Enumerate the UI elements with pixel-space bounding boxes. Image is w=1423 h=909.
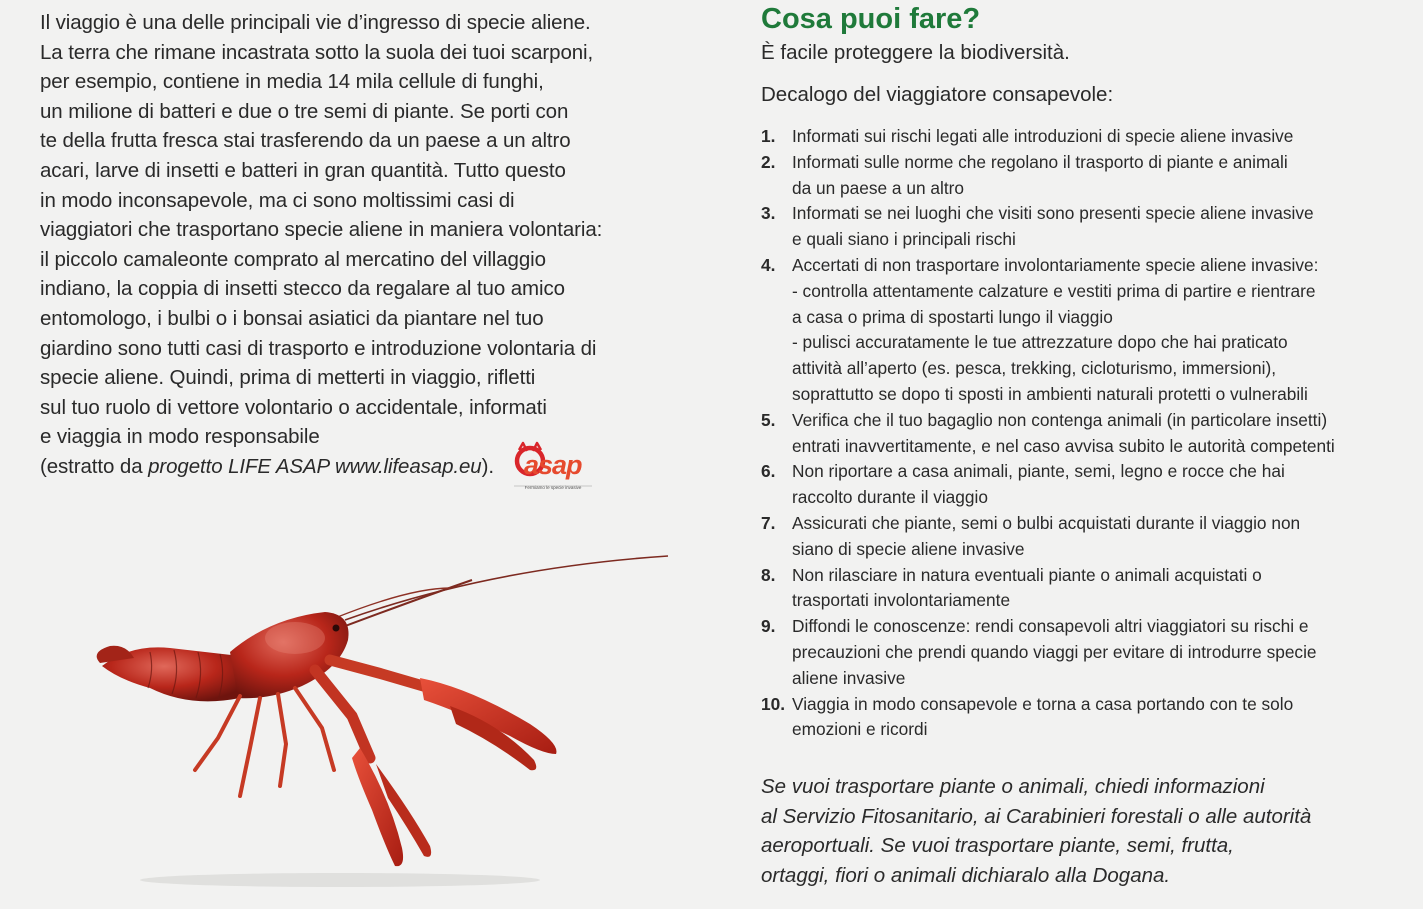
paragraph-line: indiano, la coppia di insetti stecco da regalare al tuo amico <box>40 277 565 301</box>
logo-tagline: Fermiamo le specie invasive <box>524 485 582 490</box>
item-text: Verifica che il tuo bagaglio non contenga animali (in particolare insetti) <box>792 409 1328 430</box>
section-subheading: È facile proteggere la biodiversità. <box>761 41 1070 64</box>
paragraph-line: te della frutta fresca stai trasferendo da un paese a un altro <box>40 129 571 153</box>
item-text: Informati sulle norme che regolano il trasporto di piante e animali <box>792 151 1288 172</box>
paragraph-line: giardino sono tutti casi di trasporto e introduzione volontaria di <box>40 336 597 360</box>
item-text: da un paese a un altro <box>792 177 964 198</box>
item-text: - controlla attentamente calzature e vestiti prima di partire e rientrare <box>792 280 1316 301</box>
asap-logo <box>510 440 596 494</box>
item-text: - pulisci accuratamente le tue attrezzature dopo che hai praticato <box>792 332 1288 353</box>
list-item <box>761 253 1411 408</box>
item-text: trasportati involontariamente <box>792 590 1011 611</box>
closing-line: al Servizio Fitosanitario, ai Carabinieri forestali o alle autorità <box>761 804 1312 828</box>
intro-paragraph <box>40 8 680 482</box>
item-text: Diffondi le conoscenze: rendi consapevoli altri viaggiatori su rischi e <box>792 616 1309 637</box>
item-text: emozioni e ricordi <box>792 719 928 740</box>
item-text: attività all’aperto (es. pesca, trekking, cicloturismo, immersioni), <box>792 358 1277 379</box>
paragraph-line: entomologo, i bulbi o i bonsai asiatici da piantare nel tuo <box>40 306 544 330</box>
item-text: a casa o prima di spostarti lungo il viaggio <box>792 306 1113 327</box>
item-text: raccolto durante il viaggio <box>792 487 988 508</box>
paragraph-line: specie aliene. Quindi, prima di metterti in viaggio, rifletti <box>40 366 536 390</box>
paragraph-line: e viaggia in modo responsabile <box>40 425 320 449</box>
item-text: e quali siano i principali rischi <box>792 229 1016 250</box>
paragraph-line: il piccolo camaleonte comprato al mercatino del villaggio <box>40 247 546 271</box>
list-item <box>761 563 1411 615</box>
list-item <box>761 692 1411 744</box>
list-item <box>761 150 1411 202</box>
item-number: 7. <box>761 512 776 533</box>
item-number: 3. <box>761 203 776 224</box>
paragraph-line: acari, larve di insetti e batteri in gran quantità. Tutto questo <box>40 158 566 182</box>
item-text: precauzioni che prendi quando viaggi per evitare di introdurre specie <box>792 641 1317 662</box>
paragraph-line: un milione di batteri e due o tre semi di piante. Se porti con <box>40 99 569 123</box>
list-item <box>761 511 1411 563</box>
section-heading: Cosa puoi fare? <box>761 3 981 35</box>
credit-source: progetto LIFE ASAP www.lifeasap.eu <box>148 454 482 478</box>
item-text: entrati inavvertitamente, e nel caso avvisa subito le autorità competenti <box>792 435 1335 456</box>
closing-note <box>761 772 1311 891</box>
decalogue-list <box>761 124 1411 743</box>
paragraph-line: in modo inconsapevole, ma ci sono moltissimi casi di <box>40 188 515 212</box>
list-item <box>761 124 1411 150</box>
tips-column <box>761 0 1411 743</box>
item-number: 5. <box>761 409 776 430</box>
item-number: 1. <box>761 126 776 146</box>
crayfish-illustration <box>90 548 675 893</box>
paragraph-line: La terra che rimane incastrata sotto la suola dei tuoi scarponi, <box>40 40 594 64</box>
list-item <box>761 201 1411 253</box>
paragraph-line: Il viaggio è una delle principali vie d’ingresso di specie aliene. <box>40 11 591 34</box>
list-title: Decalogo del viaggiatore consapevole: <box>761 83 1114 106</box>
list-item <box>761 459 1411 511</box>
credit-suffix: ). <box>481 454 494 478</box>
list-item <box>761 408 1411 460</box>
list-item <box>761 614 1411 691</box>
closing-line: ortaggi, fiori o animali dichiaralo alla Dogana. <box>761 864 1171 888</box>
closing-line: aeroportuali. Se vuoi trasportare piante, semi, frutta, <box>761 834 1234 858</box>
item-text: Viaggia in modo consapevole e torna a casa portando con te solo <box>792 693 1294 714</box>
item-text: aliene invasive <box>792 667 906 688</box>
item-text: Informati se nei luoghi che visiti sono presenti specie aliene invasive <box>792 203 1314 224</box>
item-number: 10. <box>761 693 786 714</box>
paragraph-line: viaggiatori che trasportano specie aliene in maniera volontaria: <box>40 218 603 242</box>
item-number: 8. <box>761 564 776 585</box>
paragraph-line: per esempio, contiene in media 14 mila cellule di funghi, <box>40 70 544 94</box>
logo-wordmark: asap <box>524 450 582 480</box>
item-text: Accertati di non trasportare involontariamente specie aliene invasive: <box>792 254 1319 275</box>
item-number: 4. <box>761 254 776 275</box>
item-number: 6. <box>761 461 776 482</box>
item-text: siano di specie aliene invasive <box>792 538 1025 559</box>
item-text: Assicurati che piante, semi o bulbi acquistati durante il viaggio non <box>792 512 1301 533</box>
closing-line: Se vuoi trasportare piante o animali, chiedi informazioni <box>761 775 1265 798</box>
item-number: 2. <box>761 151 776 172</box>
item-text: Non rilasciare in natura eventuali piante o animali acquistati o <box>792 564 1262 585</box>
item-text: Non riportare a casa animali, piante, semi, legno e rocce che hai <box>792 461 1285 482</box>
paragraph-line: sul tuo ruolo di vettore volontario o accidentale, informati <box>40 395 547 419</box>
item-text: Informati sui rischi legati alle introduzioni di specie aliene invasive <box>792 126 1294 146</box>
item-number: 9. <box>761 616 776 637</box>
item-text: soprattutto se dopo ti sposti in ambienti naturali protetti o vulnerabili <box>792 383 1308 404</box>
credit-prefix: (estratto da <box>40 454 149 478</box>
